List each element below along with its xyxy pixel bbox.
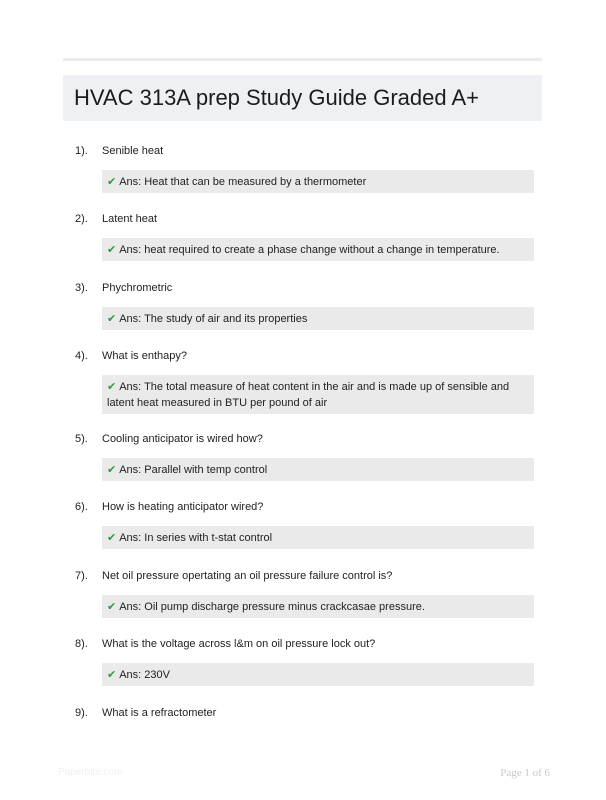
question-text: Phychrometric: [102, 282, 173, 294]
question-number: 7).: [75, 570, 88, 582]
check-icon: ✔: [107, 312, 117, 325]
question-number: 1).: [75, 145, 88, 157]
question-number: 3).: [75, 282, 88, 294]
question-number: 6).: [75, 501, 88, 513]
check-icon: ✔: [107, 531, 117, 544]
answer-text: Ans: The study of air and its properties: [119, 313, 308, 325]
check-icon: ✔: [107, 243, 117, 256]
document-title: HVAC 313A prep Study Guide Graded A+: [74, 85, 480, 110]
footer-watermark: Paperbite.com: [58, 767, 123, 778]
answer-box: [102, 526, 534, 549]
answer-text: Ans: Oil pump discharge pressure minus crackcasae pressure.: [119, 601, 425, 613]
question-text: What is a refractometer: [102, 707, 217, 719]
answer-box: [102, 170, 534, 193]
check-icon: ✔: [107, 668, 117, 681]
answer-box: [102, 458, 534, 481]
question-text: Senible heat: [102, 145, 164, 157]
check-icon: ✔: [107, 175, 117, 188]
question-text: Net oil pressure opertating an oil pressure failure control is?: [102, 570, 393, 582]
question-number: 4).: [75, 350, 88, 362]
check-icon: ✔: [107, 463, 117, 476]
answer-box: [102, 663, 534, 686]
question-number: 2).: [75, 213, 88, 225]
answer-box: [102, 595, 534, 618]
page-indicator: Page 1 of 6: [500, 767, 550, 779]
question-text: Cooling anticipator is wired how?: [102, 433, 263, 445]
answer-text: Ans: Heat that can be measured by a thermometer: [119, 176, 367, 188]
answer-text: Ans: Parallel with temp control: [119, 464, 268, 476]
answer-box: [102, 375, 534, 414]
answer-text: Ans: In series with t-stat control: [119, 532, 273, 544]
question-text: What is the voltage across l&m on oil pressure lock out?: [102, 638, 376, 650]
top-divider: [63, 58, 542, 61]
question-number: 5).: [75, 433, 88, 445]
check-icon: ✔: [107, 600, 117, 613]
question-text: Latent heat: [102, 213, 158, 225]
question-text: How is heating anticipator wired?: [102, 501, 264, 513]
question-number: 9).: [75, 707, 88, 719]
answer-box: [102, 238, 534, 261]
title-banner: [63, 75, 542, 121]
question-text: What is enthapy?: [102, 350, 187, 362]
answer-text: Ans: The total measure of heat content in the air and is made up of sensible and latent heat measured in BTU per pound of air: [107, 381, 510, 409]
answer-text: Ans: 230V: [119, 669, 170, 681]
answer-text: Ans: heat required to create a phase change without a change in temperature.: [119, 244, 500, 256]
answer-box: [102, 307, 534, 330]
check-icon: ✔: [107, 380, 117, 393]
question-number: 8).: [75, 638, 88, 650]
